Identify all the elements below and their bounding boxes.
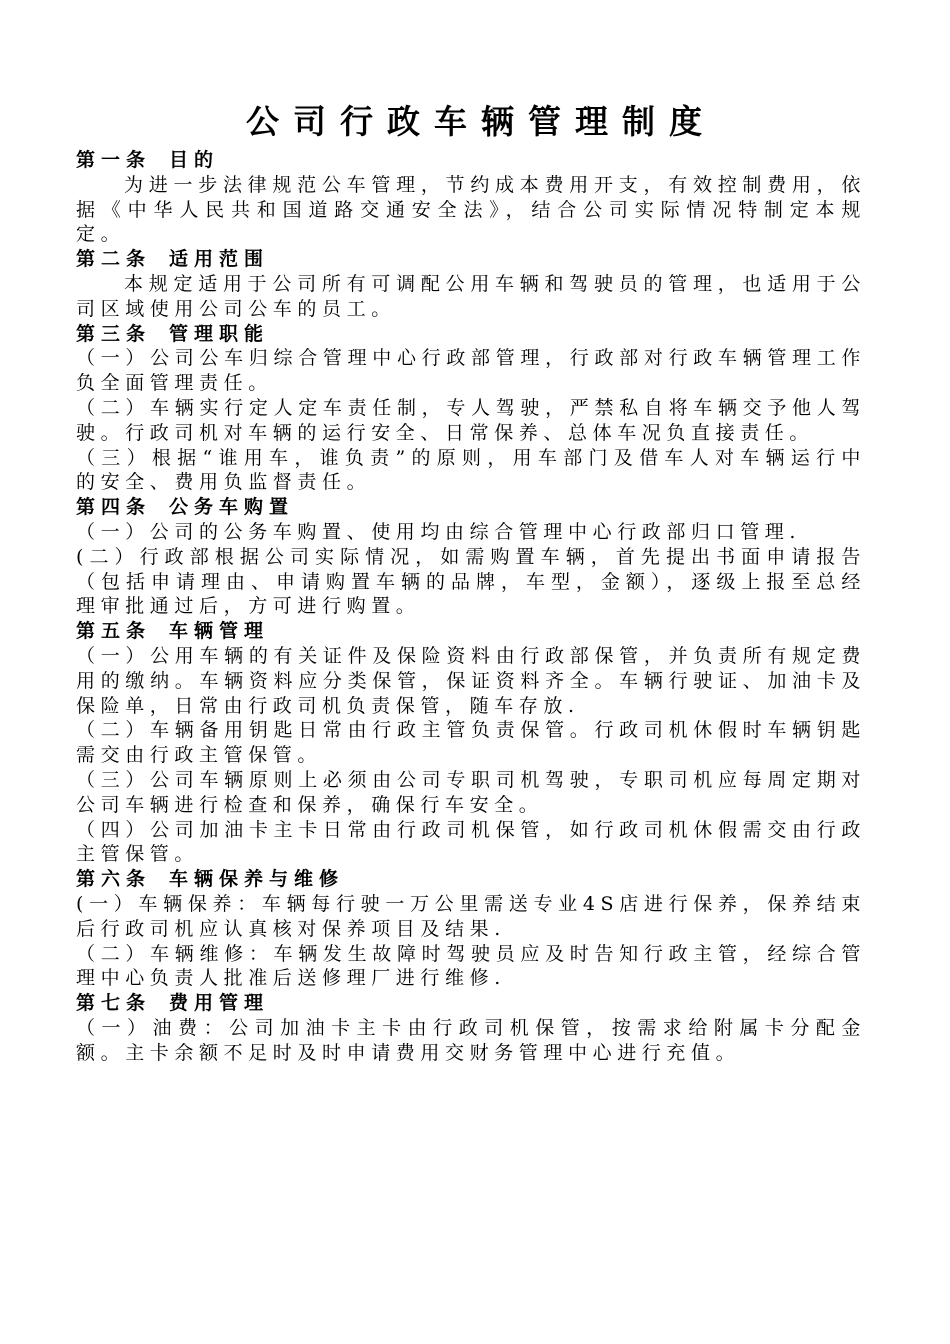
article-paragraph: 为进一步法律规范公车管理，节约成本费用开支，有效控制费用，依据《中华人民共和国道路交通安全法》，结合公司实际情况特制定本规定。 [76,173,866,246]
article-heading [76,322,866,347]
article-name: 公务车购置 [169,496,295,519]
article-paragraph: (一）车辆保养：车辆每行驶一万公里需送专业4S店进行保养，保养结束后行政司机应认真核对保养项目及结果. [76,892,866,940]
article-section [76,619,866,867]
article-heading [76,991,866,1016]
article-section [76,991,866,1065]
article-number: 第五条 [76,620,152,643]
article-paragraph: （一）公司的公务车购置、使用均由综合管理中心行政部归口管理. [76,520,802,543]
article-paragraph: （一）公用车辆的有关证件及保险资料由行政部保管，并负责所有规定费用的缴纳。车辆资料应分类保管，保证资料齐全。车辆行驶证、加油卡及保险单，日常由行政司机负责保管，随车存放. [76,644,866,717]
article-name: 管理职能 [169,322,270,345]
article-number: 第三条 [76,322,152,345]
article-section [76,495,866,619]
document-page [76,100,866,1065]
articles-list [76,148,866,1065]
article-heading [76,495,866,520]
article-paragraph: （一）公司公车归综合管理中心行政部管理，行政部对行政车辆管理工作负全面管理责任。 [76,347,866,395]
article-number: 第四条 [76,496,152,519]
article-paragraph: （三）公司车辆原则上必须由公司专职司机驾驶，专职司机应每周定期对公司车辆进行检查和保养，确保行车安全。 [76,768,866,816]
article-name: 车辆保养与维修 [169,868,345,891]
article-paragraph: （二）车辆维修：车辆发生故障时驾驶员应及时告知行政主管，经综合管理中心负责人批准后送修理厂进行维修. [76,942,866,990]
article-name: 目的 [169,149,220,171]
document-title: 公司行政车辆管理制度 [246,102,716,141]
article-paragraph: （一）油费：公司加油卡主卡由行政司机保管，按需求给附属卡分配金额。主卡余额不足时及时申请费用交财务管理中心进行充值。 [76,1016,866,1064]
article-section [76,247,866,321]
article-section [76,322,866,496]
article-heading [76,619,866,644]
article-number: 第二条 [76,248,152,271]
article-number: 第一条 [76,149,152,171]
article-name: 车辆管理 [169,620,270,643]
article-heading [76,247,866,272]
article-name: 适用范围 [169,248,270,271]
article-paragraph: (二）行政部根据公司实际情况，如需购置车辆，首先提出书面申请报告（包括申请理由、申请购置车辆的品牌，车型，金额），逐级上报至总经理审批通过后，方可进行购置。 [76,545,866,618]
article-heading [76,867,866,892]
article-paragraph: （四）公司加油卡主卡日常由行政司机保管，如行政司机休假需交由行政主管保管。 [76,818,866,866]
article-number: 第七条 [76,992,152,1015]
article-section [76,867,866,991]
article-number: 第六条 [76,868,152,891]
article-paragraph: （三）根据“谁用车，谁负责”的原则，用车部门及借车人对车辆运行中的安全、费用负监督责任。 [76,446,866,494]
article-heading [76,148,866,173]
article-name: 费用管理 [169,992,270,1015]
article-paragraph: （二）车辆备用钥匙日常由行政主管负责保管。行政司机休假时车辆钥匙需交由行政主管保管。 [76,719,866,767]
article-paragraph: 本规定适用于公司所有可调配公用车辆和驾驶员的管理，也适用于公司区域使用公司公车的员工。 [76,272,866,320]
article-section [76,148,866,247]
article-paragraph: （二）车辆实行定人定车责任制，专人驾驶，严禁私自将车辆交予他人驾驶。行政司机对车辆的运行安全、日常保养、总体车况负直接责任。 [76,396,866,444]
